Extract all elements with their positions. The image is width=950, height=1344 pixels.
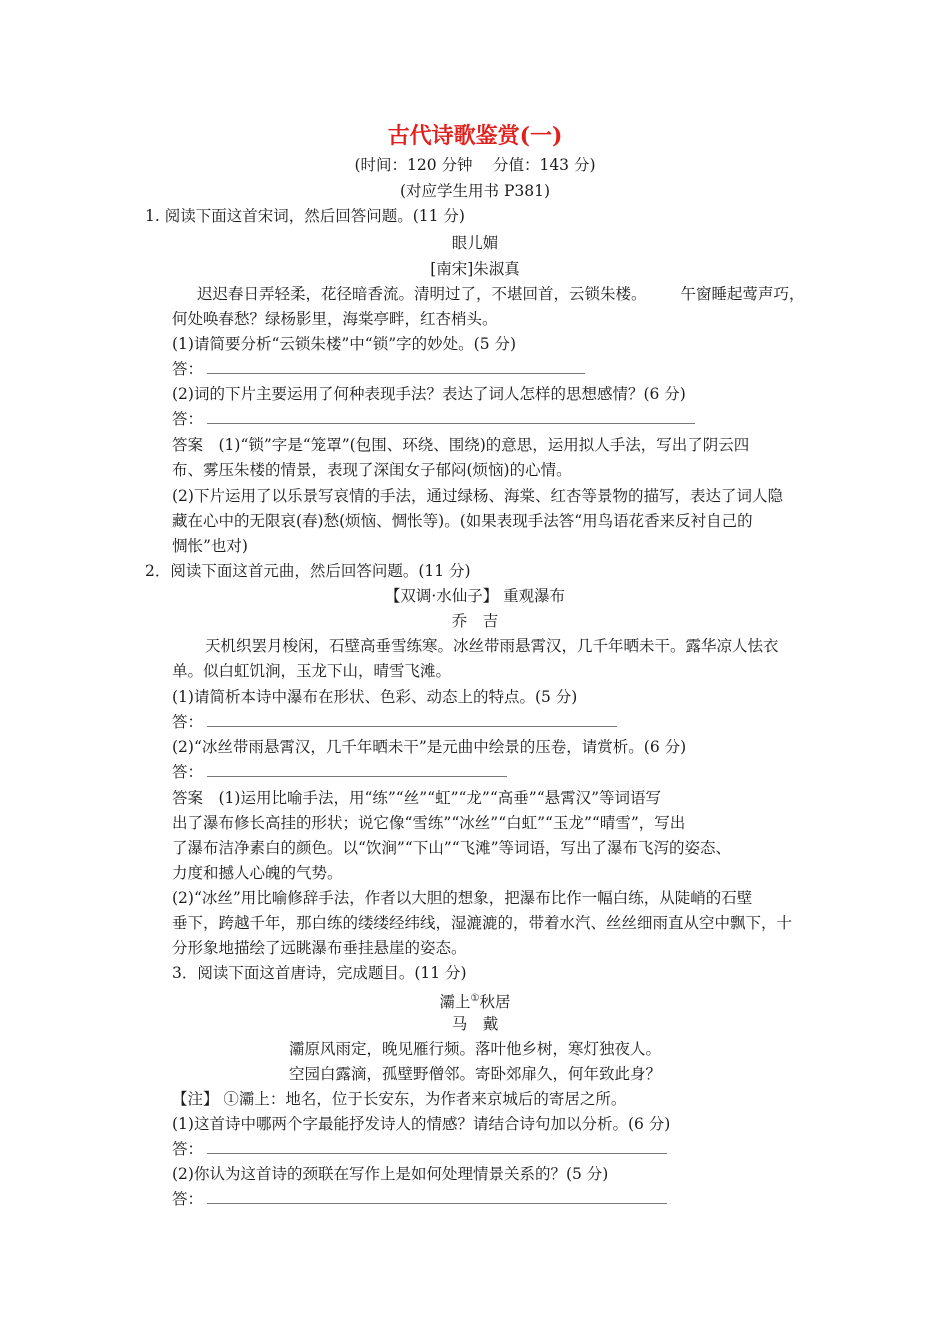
q2-poem-line2: 单。似白虹饥涧，玉龙下山，晴雪飞滩。 (172, 662, 452, 680)
q3-poem-line2: 空园白露滴，孤壁野僧邻。寄卧郊扉久，何年致此身？ (288, 1065, 661, 1083)
q1-answer-text: 布、雾压朱楼的情景，表现了深闺女子郁闷(烦恼)的心情。 (172, 461, 572, 479)
answer-blank[interactable] (207, 1139, 667, 1154)
q1-stem: 1. 阅读下面这首宋词，然后回答问题。(11 分) (145, 207, 465, 225)
q2-answer-text: (2)“冰丝”用比喻修辞手法，作者以大胆的想象，把瀑布比作一幅白练，从陡峭的石壁 (172, 889, 753, 907)
q2-answer-text: 出了瀑布修长高挂的形状；说它像“雪练”“冰丝”“白虹”“玉龙”“晴雪”，写出 (172, 814, 686, 832)
q3-poem-title-b: 秋居 (479, 993, 511, 1012)
q3-poem-line1: 灞原风雨定，晚见雁行频。落叶他乡树，寒灯独夜人。 (288, 1040, 661, 1058)
q2-answer-text: 垂下，跨越千年，那白练的缕缕经纬线，湿漉漉的，带着水汽、丝丝细雨直从空中飘下，十 (172, 914, 793, 932)
q2-answer-line-1[interactable] (172, 711, 617, 733)
time-score-line: (时间：120 分钟 分值：143 分) (354, 156, 596, 174)
q3-sub-question-1: (1)这首诗中哪两个字最能抒发诗人的情感？请结合诗句加以分析。(6 分) (172, 1115, 671, 1133)
q1-answer-line-1[interactable] (172, 358, 585, 380)
q1-answer-line-2[interactable] (172, 408, 695, 430)
q2-sub-question-2: (2)“冰丝带雨悬霄汉，几千年晒未干”是元曲中绘景的压卷，请赏析。(6 分) (172, 738, 687, 756)
answer-blank[interactable] (207, 409, 695, 424)
q2-stem: 2．阅读下面这首元曲，然后回答问题。(11 分) (145, 562, 471, 580)
q2-poem-title: 【双调·水仙子】 重观瀑布 (384, 587, 566, 605)
q2-answer-text: 了瀑布洁净素白的颜色。以“饮涧”“下山”“飞滩”等词语，写出了瀑布飞泻的姿态、 (172, 839, 732, 857)
q1-poem-line (197, 283, 805, 305)
q3-sub-question-2: (2)你认为这首诗的颈联在写作上是如何处理情景关系的？(5 分) (172, 1165, 609, 1183)
answer-blank[interactable] (207, 762, 507, 777)
q2-answer-text: 答案 (1)运用比喻手法，用“练”“丝”“虹”“龙”“高垂”“悬霄汉”等词语写 (172, 789, 662, 807)
q3-poem-title (0, 988, 950, 1013)
q1-sub-question-2: (2)词的下片主要运用了何种表现手法？表达了词人怎样的思想感情？(6 分) (172, 385, 686, 403)
q3-poem-title-a: 灞上 (439, 993, 471, 1012)
reference-line: (对应学生用书 P381) (399, 182, 551, 200)
q3-poem-author: 马 戴 (451, 1015, 499, 1033)
q1-answer-text: (2)下片运用了以乐景写哀情的手法，通过绿杨、海棠、红杏等景物的描写，表达了词人隐 (172, 487, 783, 505)
answer-label: 答： (172, 713, 204, 731)
q1-poem-title: 眼儿媚 (451, 234, 499, 252)
q2-answer-line-2[interactable] (172, 761, 507, 783)
q1-poem-line2: 何处唤春愁？绿杨影里，海棠亭畔，红杏梢头。 (172, 310, 498, 328)
answer-label: 答： (172, 1190, 204, 1208)
q2-answer-text: 力度和撼人心魄的气势。 (172, 864, 343, 882)
q1-poem-author: [南宋]朱淑真 (430, 260, 520, 278)
q1-poem-line1b: 午窗睡起莺声巧， (680, 285, 805, 303)
q3-note: 【注】 ①灞上：地名，位于长安东，为作者来京城后的寄居之所。 (172, 1090, 627, 1108)
q2-answer-text: 分形象地描绘了远眺瀑布垂挂悬崖的姿态。 (172, 939, 467, 957)
q3-answer-line-2[interactable] (172, 1188, 667, 1210)
answer-blank[interactable] (207, 712, 617, 727)
q2-poem-author: 乔 吉 (451, 612, 499, 630)
page-title: 古代诗歌鉴赏(一) (387, 123, 563, 149)
answer-blank[interactable] (207, 359, 585, 374)
q1-poem-line1a: 迟迟春日弄轻柔，花径暗香流。清明过了，不堪回首，云锁朱楼。 (197, 285, 647, 303)
q1-sub-question-1: (1)请简要分析“云锁朱楼”中“锁”字的妙处。(5 分) (172, 335, 517, 353)
footnote-marker: ① (470, 993, 480, 1004)
q3-stem: 3．阅读下面这首唐诗，完成题目。(11 分) (172, 964, 467, 982)
q2-sub-question-1: (1)请简析本诗中瀑布在形状、色彩、动态上的特点。(5 分) (172, 688, 578, 706)
q1-answer-text: 答案 (1)“锁”字是“笼罩”(包围、环绕、围绕)的意思，运用拟人手法，写出了阴云四 (172, 436, 750, 454)
q1-answer-text: 惆怅”也对) (172, 537, 248, 555)
answer-label: 答： (172, 763, 204, 781)
answer-label: 答： (172, 410, 204, 428)
q3-answer-line-1[interactable] (172, 1138, 667, 1160)
answer-label: 答： (172, 1140, 204, 1158)
q1-answer-text: 藏在心中的无限哀(春)愁(烦恼、惆怅等)。(如果表现手法答“用鸟语花香来反衬自己的 (172, 512, 753, 530)
answer-label: 答： (172, 360, 204, 378)
q2-poem-line1: 天机织罢月梭闲，石壁高垂雪练寒。冰丝带雨悬霄汉，几千年晒未干。露华凉人怯衣 (205, 637, 779, 655)
answer-blank[interactable] (207, 1189, 667, 1204)
